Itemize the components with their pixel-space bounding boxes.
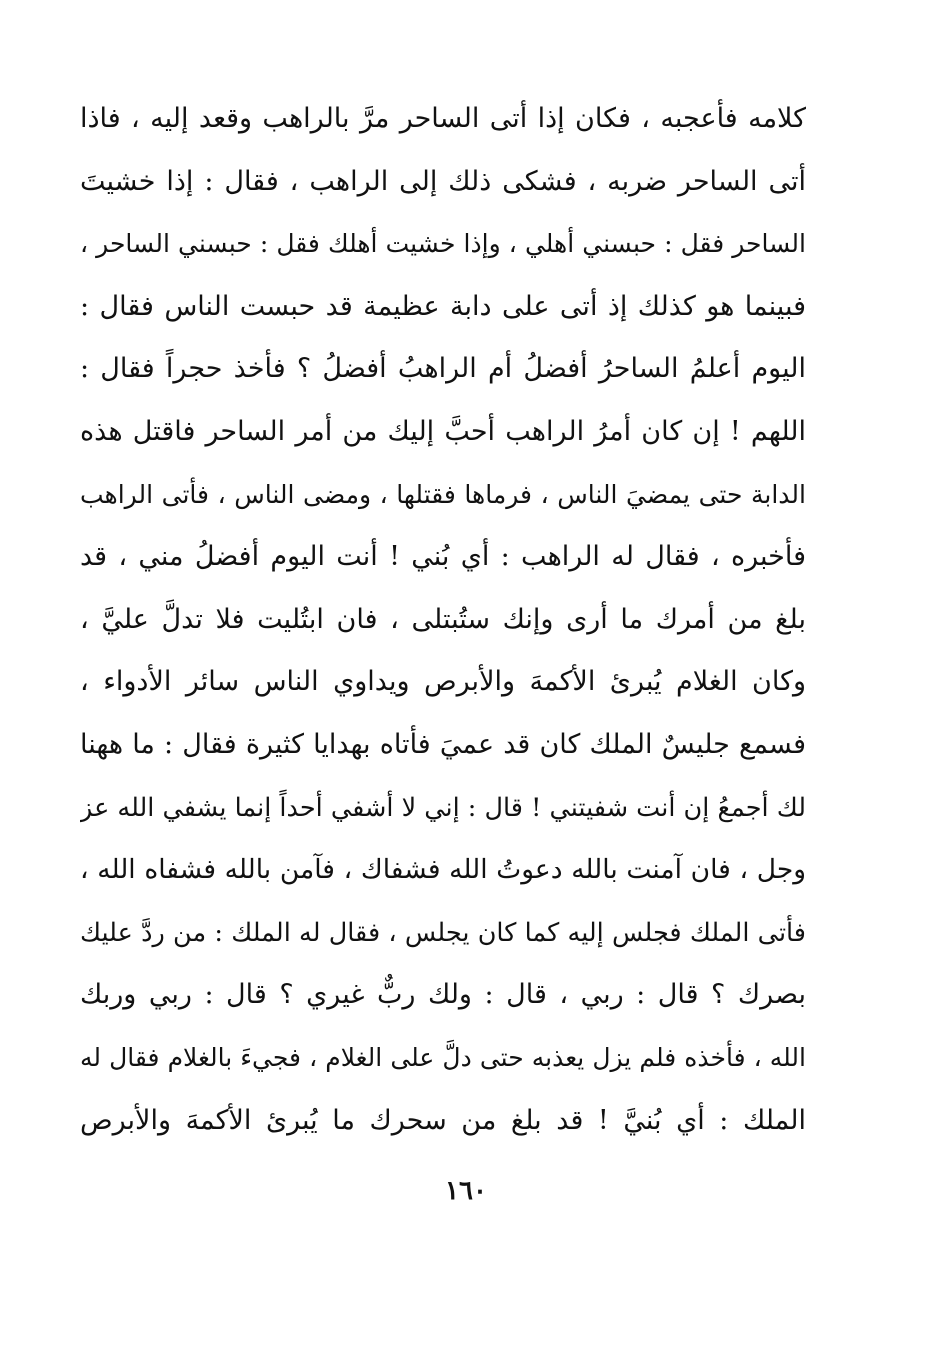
text-line: فأتى الملك فجلس إليه كما كان يجلس ، فقال له الملك : من ردَّ عليك — [80, 917, 806, 948]
text-line: فأخبره ، فقال له الراهب : أي بُني ! أنت اليوم أفضلُ مني ، قد — [80, 541, 806, 573]
text-line: أتى الساحر ضربه ، فشكى ذلك إلى الراهب ، فقال : إذا خشيتَ — [80, 165, 806, 197]
body-text — [80, 88, 806, 1152]
text-line: اليوم أعلمُ الساحرُ أفضلُ أم الراهبُ أفضلُ ؟ فأخذ حجراً فقال : — [80, 353, 806, 385]
page-number: ١٦٠ — [445, 1176, 487, 1206]
text-line: كلامه فأعجبه ، فكان إذا أتى الساحر مرَّ بالراهب وقعد إليه ، فاذا — [80, 103, 806, 134]
text-line: لك أجمعُ إن أنت شفيتني ! قال : إني لا أشفي أحداً إنما يشفي الله عز — [80, 792, 806, 823]
text-line: بلغ من أمرك ما أرى وإنك ستُبتلى ، فان ابتُليت فلا تدلَّ عليَّ ، — [80, 603, 806, 635]
text-line: الدابة حتى يمضيَ الناس ، فرماها فقتلها ، ومضى الناس ، فأتى الراهب — [80, 479, 806, 509]
text-line: الساحر فقل : حبسني أهلي ، وإذا خشيت أهلك فقل : حبسني الساحر ، — [80, 229, 806, 259]
text-line: بصرك ؟ قال : ربي ، قال : ولك ربٌّ غيري ؟ قال : ربي وربك — [80, 979, 806, 1011]
text-line: الله ، فأخذه فلم يزل يعذبه حتى دلَّ على الغلام ، فجيءَ بالغلام فقال له — [80, 1042, 806, 1072]
text-line: الملك : أي بُنيَّ ! قد بلغ من سحرك ما يُبرئ الأكمهَ والأبرص — [80, 1104, 806, 1136]
text-line: فسمع جليسٌ الملك كان قد عميَ فأتاه بهدايا كثيرة فقال : ما ههنا — [80, 728, 806, 760]
text-line: اللهم ! إن كان أمرُ الراهب أحبَّ إليك من أمر الساحر فاقتل هذه — [80, 415, 806, 447]
text-line: فبينما هو كذلك إذ أتى على دابة عظيمة قد حبست الناس فقال : — [80, 290, 806, 322]
text-line: وجل ، فان آمنت بالله دعوتُ الله فشفاك ، فآمن بالله فشفاه الله ، — [80, 854, 806, 886]
text-line: وكان الغلام يُبرئ الأكمهَ والأبرص ويداوي الناس سائر الأدواء ، — [80, 666, 806, 698]
